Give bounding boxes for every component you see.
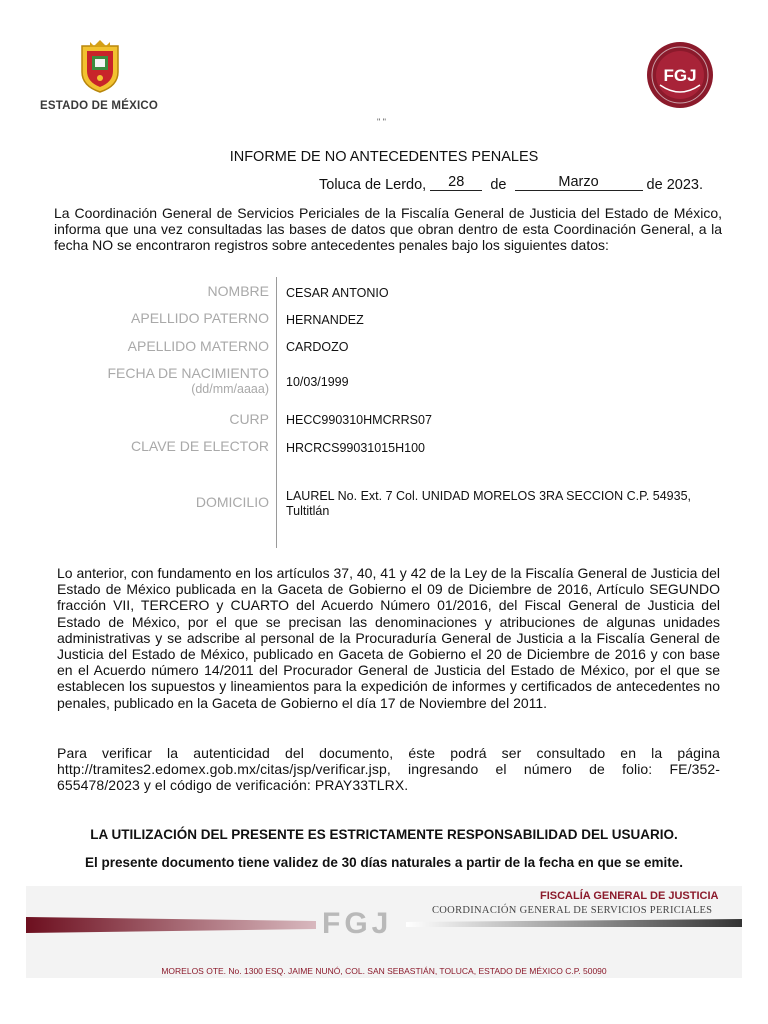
verification-paragraph: Para verificar la autenticidad del documento, éste podrá ser consultado en la página http://tramites2.edomex.gob.mx/citas/jsp/verificar.jsp, ingresando el número de folio: FE/352-655478/2023 y el código de verificación: PRAY33TLRX. <box>57 745 720 794</box>
sublabel-fecha-format: (dd/mm/aaaa) <box>191 382 269 396</box>
legal-paragraph: Lo anterior, con fundamento en los artículos 37, 40, 41 y 42 de la Ley de la Fiscalía General de Justicia del Estado de México publicada en la Gaceta de Gobierno el 09 de Diciembre de 2016, Artículo SEGUNDO fracción VII, TERCERO y CUARTO del Acuerdo Número 01/2016, del Fiscal General de Justicia del Estado de México, por el que se precisan las denominaciones y atribuciones de algunas unidades administrativas y se adscribe al personal de la Procuraduría General de Justicia a la Fiscalía General de Justicia del Estado de México, publicado en Gaceta de Gobierno el 20 de Diciembre de 2016 y con base en el Acuerdo número 14/2011 del Procurador General de Justicia del Estado de México, por el que se establecen los supuestos y lineamientos para la expedición de informes y certificados de antecedentes no penales, publicado en la Gaceta de Gobierno el día 17 de Noviembre del 2011. <box>57 565 720 711</box>
day-blank <box>430 174 482 191</box>
fgj-seal-logo <box>646 41 714 109</box>
date-connector: de <box>490 177 507 193</box>
estado-de-mexico-emblem <box>76 38 124 94</box>
value-fecha-nacimiento: 10/03/1999 <box>286 375 349 389</box>
quote-marks: " " <box>377 117 386 127</box>
month-blank <box>515 174 643 191</box>
label-fecha-nacimiento: FECHA DE NACIMIENTO <box>107 365 269 381</box>
label-apellido-paterno: APELLIDO PATERNO <box>131 310 269 326</box>
value-curp: HECC990310HMCRRS07 <box>286 413 432 427</box>
day-value: 28 <box>448 174 465 190</box>
seal-text: FGJ <box>663 66 697 85</box>
footer-address: MORELOS OTE. No. 1300 ESQ. JAIME NUNÓ, COL. SAN SEBASTIÁN, TOLUCA, ESTADO DE MÉXICO C.P. 50090 <box>161 966 607 976</box>
value-clave-elector: HRCRCS99031015H100 <box>286 441 425 455</box>
value-nombre: CESAR ANTONIO <box>286 286 389 300</box>
value-apellido-paterno: HERNANDEZ <box>286 313 364 327</box>
footer-coordinacion: COORDINACIÓN GENERAL DE SERVICIOS PERICIALES <box>432 905 713 916</box>
label-curp: CURP <box>229 411 269 427</box>
year-text: de 2023. <box>646 177 703 193</box>
place-date-line <box>319 174 703 194</box>
table-divider <box>276 277 277 548</box>
label-clave-elector: CLAVE DE ELECTOR <box>131 438 269 454</box>
label-apellido-materno: APELLIDO MATERNO <box>127 338 269 354</box>
place-prefix: Toluca de Lerdo, <box>319 177 427 193</box>
responsibility-warning: LA UTILIZACIÓN DEL PRESENTE ES ESTRICTAMENTE RESPONSABILIDAD DEL USUARIO. <box>90 827 678 842</box>
document-title: INFORME DE NO ANTECEDENTES PENALES <box>229 149 539 165</box>
label-nombre: NOMBRE <box>207 283 269 299</box>
footer-fiscalia: FISCALÍA GENERAL DE JUSTICIA <box>540 890 719 902</box>
value-domicilio: LAUREL No. Ext. 7 Col. UNIDAD MORELOS 3RA SECCION C.P. 54935, Tultitlán <box>286 489 692 518</box>
intro-paragraph: La Coordinación General de Servicios Periciales de la Fiscalía General de Justicia del Estado de México, informa que una vez consultadas las bases de datos que obran dentro de esta Coordinación General, a la fecha NO se encontraron registros sobre antecedentes penales bajo los siguientes datos: <box>54 205 722 254</box>
state-name: ESTADO DE MÉXICO <box>40 100 158 112</box>
value-apellido-materno: CARDOZO <box>286 340 349 354</box>
footer-fgj-logo: FGJ <box>322 907 393 940</box>
label-domicilio: DOMICILIO <box>195 494 269 510</box>
month-value: Marzo <box>558 174 599 190</box>
validity-notice: El presente documento tiene validez de 30 días naturales a partir de la fecha en que se emite. <box>85 855 683 870</box>
